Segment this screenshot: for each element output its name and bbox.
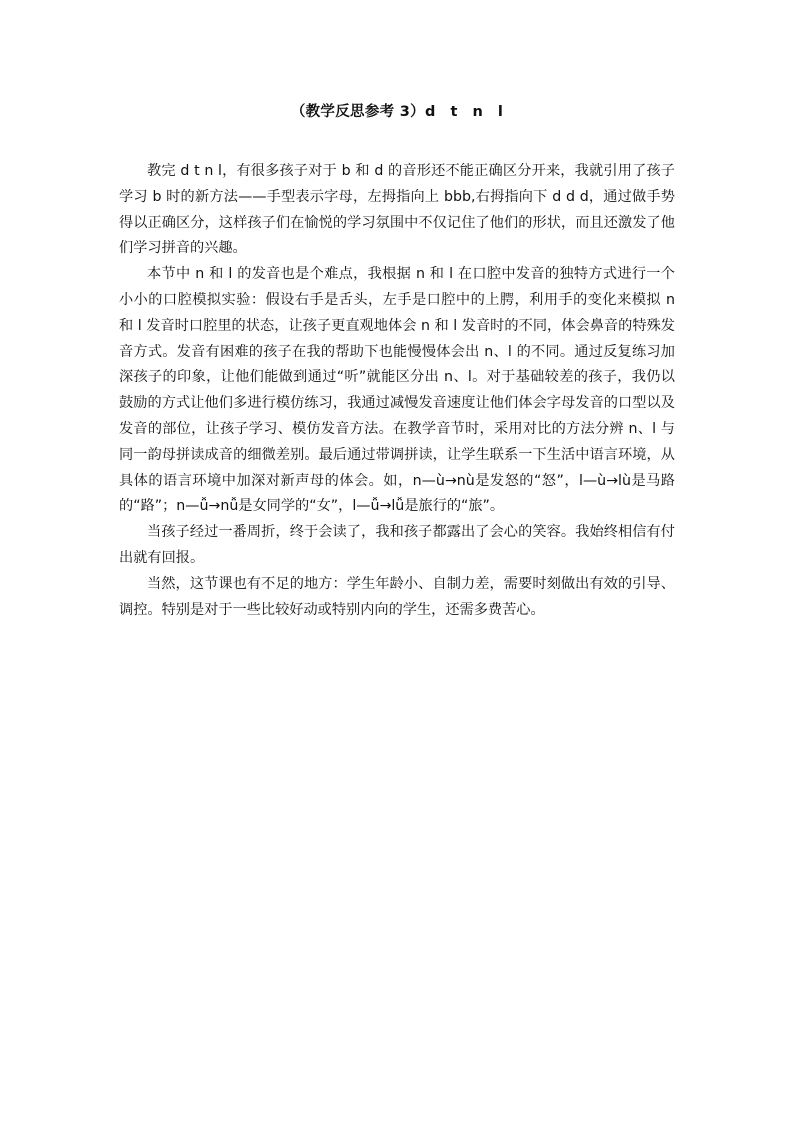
document-title: （教学反思参考 3）d t n l <box>290 104 504 120</box>
paragraph-1: 教完 d t n l，有很多孩子对于 b 和 d 的音形还不能正确区分开来，我就引用了孩子学习 b 时的新方法——手型表示字母，左拇指向上 bbb,右拇指向下 d d d，通过做手势得以正确区分，这样孩子们在愉悦的学习氛围中不仅记住了他们的形状，而且还激发了他们学习拼音的兴趣。 <box>119 163 675 257</box>
paragraph-3: 当孩子经过一番周折，终于会读了，我和孩子都露出了会心的笑容。我始终相信有付出就有回报。 <box>119 524 675 566</box>
paragraph-4: 当然，这节课也有不足的地方：学生年龄小、自制力差，需要时刻做出有效的引导、调控。特别是对于一些比较好动或特别内向的学生，还需多费苦心。 <box>119 575 675 618</box>
paragraph-2: 本节中 n 和 l 的发音也是个难点，我根据 n 和 l 在口腔中发音的独特方式进行一个小小的口腔模拟实验：假设右手是舌头，左手是口腔中的上腭，利用手的变化来模拟 n 和 l 发音时口腔里的状态，让孩子更直观地体会 n 和 l 发音时的不同，体会鼻音的特殊发音方式。发音有困难的孩子在我的帮助下也能慢慢体会出 n、l 的不同。通过反复练习加深孩子的印象，让他们能做到通过“听”就能区分出 n、l。对于基础较差的孩子，我仍以鼓励的方式让他们多进行模仿练习，我通过减慢发音速度让他们体会字母发音的口型以及发音的部位，让孩子学习、模仿发音方法。在教学音节时，采用对比的方法分辨 n、l 与同一韵母拼读成音的细微差别。最后通过带调拼读，让学生联系一下生活中语言环境，从具体的语言环境中加深对新声母的体会。如，n—ù→nù是发怒的“怒”，l—ù→lù是马路的“路”；n—ǚ→nǚ是女同学的“女”，l—ǚ→lǚ是旅行的“旅”。 <box>119 266 675 515</box>
document-body <box>119 159 675 623</box>
